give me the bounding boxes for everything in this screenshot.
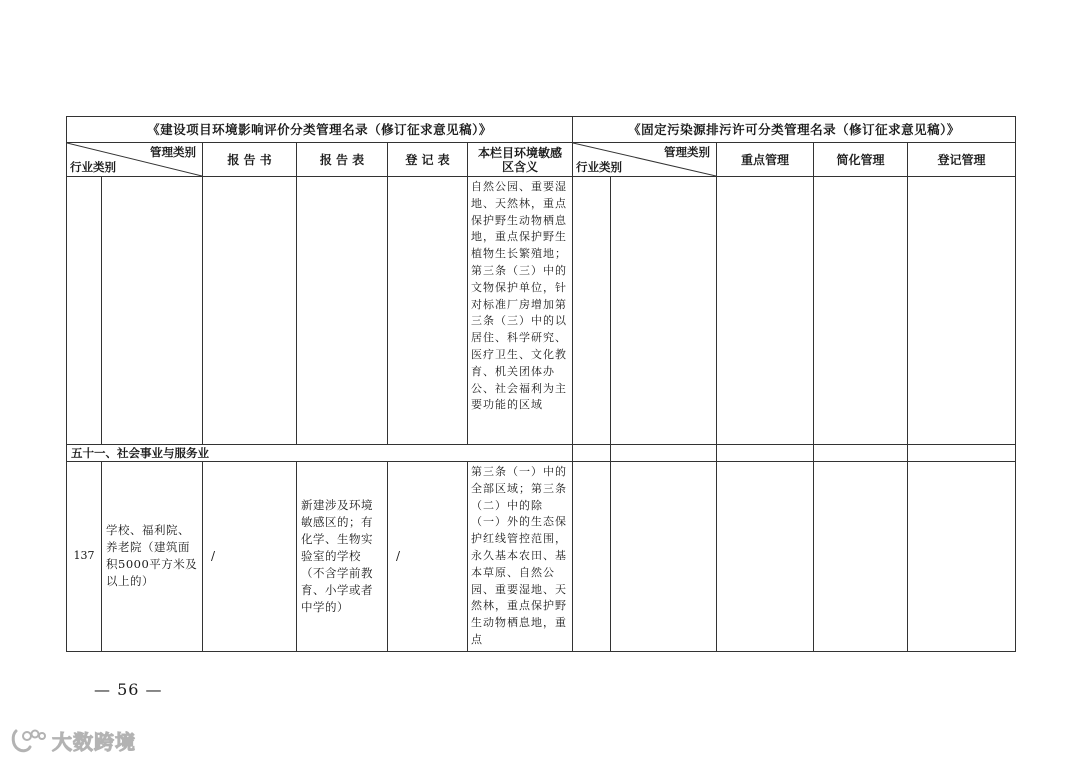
- sensitive-area-text-continued: 自然公园、重要湿地、天然林，重点保护野生动物栖息地，重点保护野生植物生长繁殖地；第三条（三）中的文物保护单位，针对标准厂房增加第三条（三）中的以居住、科学研究、医疗卫生、文化教育、机关团体办公、社会福利为主要功能的区域: [468, 177, 573, 445]
- item-number: 137: [67, 462, 102, 652]
- header-simplified-mgmt: 简化管理: [814, 143, 908, 177]
- watermark-logo: [10, 726, 136, 755]
- header-industry-category-right: 行业类别: [576, 160, 623, 174]
- cell-empty: [611, 177, 717, 445]
- header-registration-form: 登 记 表: [388, 143, 468, 177]
- cell-empty: [908, 177, 1016, 445]
- header-sensitive-area-line2: 区含义: [502, 159, 539, 174]
- table-row-continued: [67, 177, 1016, 445]
- cell-empty: [297, 177, 388, 445]
- cell-empty: [388, 177, 468, 445]
- item-registration-form: /: [388, 462, 468, 652]
- cell-empty: [814, 462, 908, 652]
- cell-empty: [611, 445, 717, 462]
- cell-empty: [908, 445, 1016, 462]
- left-table-title: 《建设项目环境影响评价分类管理名录（修订征求意见稿）》: [67, 117, 573, 143]
- cell-empty: [908, 462, 1016, 652]
- header-registration-mgmt: 登记管理: [908, 143, 1016, 177]
- item-report-form: 新建涉及环境敏感区的；有化学、生物实验室的学校（不含学前教育、小学或者中学的）: [297, 462, 388, 652]
- cell-empty: [717, 177, 814, 445]
- header-key-mgmt: 重点管理: [717, 143, 814, 177]
- section-row: [67, 445, 1016, 462]
- header-report-book: 报 告 书: [203, 143, 297, 177]
- cell-empty: [717, 462, 814, 652]
- header-industry-category: 行业类别: [70, 160, 116, 174]
- cell-empty: [573, 445, 611, 462]
- classification-table: [66, 116, 1016, 652]
- cell-empty: [203, 177, 297, 445]
- cell-empty: [814, 177, 908, 445]
- watermark-text: 大数跨境: [52, 730, 136, 754]
- section-title: 五十一、社会事业与服务业: [67, 445, 573, 462]
- right-table-title: 《固定污染源排污许可分类管理名录（修订征求意见稿）》: [573, 117, 1016, 143]
- table-row-137: [67, 462, 1016, 652]
- header-sensitive-area: [468, 143, 573, 177]
- bubble-logo-icon: [10, 727, 48, 755]
- item-report-book: /: [203, 462, 297, 652]
- cell-empty: [573, 177, 611, 445]
- cell-empty: [67, 177, 102, 445]
- page-number: — 56 —: [94, 680, 163, 699]
- cell-empty: [611, 462, 717, 652]
- item-sensitive-area-text: 第三条（一）中的全部区域；第三条（二）中的除（一）外的生态保护红线管控范围，永久基本农田、基本草原、自然公园、重要湿地、天然林，重点保护野生动物栖息地，重点: [468, 462, 573, 652]
- cell-empty: [102, 177, 203, 445]
- header-mgmt-category: 管理类别: [150, 145, 196, 159]
- header-sensitive-area-line1: 本栏目环境敏感: [478, 145, 563, 160]
- cell-empty: [573, 462, 611, 652]
- cell-empty: [814, 445, 908, 462]
- header-diagonal-cell-left: [67, 143, 203, 177]
- cell-empty: [717, 445, 814, 462]
- header-report-form: 报 告 表: [297, 143, 388, 177]
- header-mgmt-category-right: 管理类别: [664, 145, 711, 159]
- item-industry: 学校、福利院、养老院（建筑面积5000平方米及以上的）: [102, 462, 203, 652]
- header-diagonal-cell-right: [573, 143, 717, 177]
